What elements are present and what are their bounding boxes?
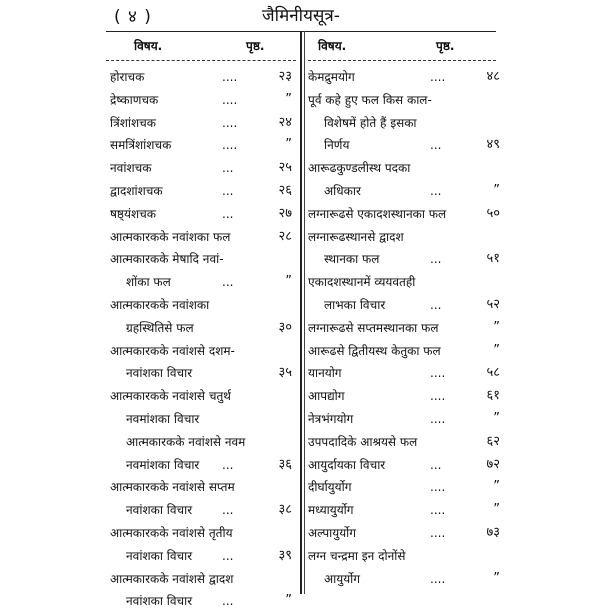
toc-entry-page [262,341,292,361]
toc-entry-text: एकादशस्थानमें व्ययवतही [308,275,416,290]
toc-entry-page [470,90,500,110]
toc-entry-page: ३६ [278,456,292,472]
toc-entry-page: २८ [278,228,292,244]
left-subject-heading: विषय. [134,39,163,53]
toc-entry-leader: .... [430,526,446,540]
toc-entry-text: आरूढकुण्डलीस्थ पदका [308,161,411,176]
toc-entry-leader: .... [222,70,238,84]
toc-entry-text: आत्मकारकके नवांशसे चतुर्थ [110,389,231,404]
toc-entry-page: ५८ [486,365,500,381]
toc-entry-text: पूर्व कहे हुए फल किस काल- [308,92,432,107]
toc-entry-text: केमद्रुमयोग [308,70,355,84]
toc-entry-leader: .... [430,503,446,518]
toc-entry-text: आत्मकारकके नवांशसे सप्तम [110,480,235,495]
toc-entry-page: ” [493,411,500,426]
book-title: जैमिनीयसूत्र- [262,6,340,26]
toc-entry-leader: ... [430,252,442,267]
toc-entry-page [262,295,292,315]
toc-entry-text: मध्यायुर्योग [308,503,354,518]
toc-entry-page [470,272,500,292]
toc-entry-leader: ... [430,298,442,312]
page-number: ( ४ ) [114,7,152,27]
toc-entry-leader: .... [222,138,238,153]
toc-entry-text: विशेषमें होते हैं इसका [324,115,417,130]
toc-entry-leader: ... [430,184,442,198]
toc-entry-text: नवांशका विचार [126,548,193,563]
toc-entry-text: षष्ठ्यंशचक [110,206,156,221]
toc-entry-page: ३५ [278,365,292,381]
toc-entry-page: २६ [278,183,292,198]
toc-entry-page: ” [285,274,292,290]
toc-entry-text: आत्मकारकके नवांशसे तृतीय [110,526,233,540]
right-page-heading: पृष्ठ. [436,39,455,53]
toc-entry-page: ३९ [278,547,292,563]
toc-entry-text: अधिकार [324,184,361,198]
toc-entry-page [262,386,292,406]
toc-entry-text: लग्नारूढसे एकादशस्थानका फल [308,206,447,221]
toc-entry-text: आरूढसे द्वितीयस्थ केतुका फल [308,343,441,358]
toc-entry-text: द्वादशांशचक [110,184,163,198]
toc-entry-leader: .... [430,366,446,381]
toc-entry-text: आत्मकारकके नवांशसे नवम [126,434,246,449]
toc-entry-page: ३० [278,319,292,335]
toc-entry-text: नेत्रभंगयोग [308,412,354,426]
page-header [96,0,506,30]
toc-entry-page [262,432,292,452]
toc-entry-page [262,409,292,429]
toc-entry-text: आत्मकारकके नवांशका [110,298,210,312]
toc-entry-page [470,113,500,133]
toc-entry-page: ” [285,593,292,609]
toc-entry-text: नवमांशका विचार [126,412,200,426]
toc-entry-text: लग्नारूढस्थानसे द्वादश [308,229,404,244]
toc-entry-leader: .... [430,571,446,586]
toc-entry-page: ६१ [486,388,500,404]
toc-entry-text: आत्मकारकके नवांशका फल [110,229,231,244]
toc-entry-page [262,569,292,589]
toc-entry-text: द्रेष्काणचक [110,92,159,107]
toc-entry-leader: .... [222,92,238,107]
toc-entry-text: आपद्योग [308,389,345,404]
toc-entry-page: ५० [486,205,500,221]
toc-entry-text: दीर्घायुर्योग [308,480,352,495]
toc-entry-leader: ... [222,161,234,176]
toc-entry-page: ३८ [278,502,292,518]
toc-entry-leader: ... [222,184,234,198]
toc-entry-text: होराचक [110,70,145,84]
toc-entry-text: लग्न चन्द्रमा इन दोनोंसे [308,548,406,563]
toc-entry-text: लाभका विचार [324,298,386,312]
toc-entry-page: ” [493,570,500,586]
toc-entry-text: आत्मकारकके नवांशसे द्वादश [110,571,234,586]
toc-entry-text: यानयोग [308,366,342,381]
toc-entry-text: आत्मकारकके नवांशसे दशम- [110,343,235,358]
toc-entry-page: ७३ [486,525,500,540]
column-divider-inner [304,31,305,594]
toc-entry-text: नवांशचक [110,161,152,176]
toc-entry-text: नवांशका विचार [126,594,193,609]
toc-entry-page: ” [493,342,500,358]
toc-entry-leader: ... [430,457,442,472]
toc-entry-text: नवांशका विचार [126,366,193,381]
toc-entry-leader: .... [430,480,446,495]
toc-entry-page: ४९ [486,137,500,153]
toc-entry-page: ” [285,137,292,153]
toc-entry-text: ग्रहस्थितिसे फल [126,320,194,335]
toc-entry-text: निर्णय [324,138,350,153]
toc-entry-page [262,523,292,543]
column-divider [300,31,302,594]
toc-entry-text: स्थानका फल [324,252,380,267]
toc-entry-page: २४ [278,114,292,130]
right-heading-rule [308,60,496,61]
toc-entry-text: अल्पायुर्योग [308,526,357,540]
toc-entry-leader: ... [222,457,234,472]
toc-entry-leader: .... [430,412,446,426]
toc-entry-text: समत्रिंशांशचक [110,138,172,153]
toc-entry-text: उपपदादिके आश्रयसे फल [308,434,418,449]
toc-entry-text: नवांशका विचार [126,503,193,518]
toc-entry-leader: ... [430,138,442,153]
toc-entry-page: ” [493,479,500,495]
toc-entry-page [470,227,500,247]
toc-entry-page: ” [493,319,500,335]
toc-entry-leader: .... [222,115,238,130]
toc-entry-text: आत्मकारकके मेषादि नवां- [110,252,224,267]
toc-entry-text: आयुर्योग [324,571,361,586]
toc-entry-page: ६२ [486,433,500,449]
toc-entry-page: २७ [278,205,292,221]
toc-entry-text: त्रिंशांशचक [110,115,156,130]
toc-entry-page: ५२ [486,297,500,312]
toc-entry-page: ५१ [486,251,500,267]
toc-entry-text: लग्नारूढसे सप्तमस्थानका फल [308,320,439,335]
toc-entry-page [262,249,292,269]
toc-entry-page: २३ [278,69,292,84]
toc-entry-page [262,477,292,497]
toc-entry-page: २५ [278,160,292,176]
toc-entry-page: ” [493,183,500,198]
toc-page [96,0,506,609]
toc-entry-leader: ... [222,548,234,563]
toc-entry-page: ७२ [486,456,500,472]
right-subject-heading: विषय. [318,39,347,53]
toc-entry-text: नवमांशका विचार [126,457,200,472]
toc-entry-leader: .... [430,389,446,404]
toc-entry-leader: ... [222,206,234,221]
toc-entry-leader: ... [222,503,234,518]
left-page-heading: पृष्ठ. [246,39,265,53]
toc-entry-leader: .... [430,70,446,84]
toc-entry-page: ” [285,91,292,107]
toc-entry-leader: ... [222,594,234,609]
toc-entry-page: ४८ [486,69,500,84]
toc-entry-text: शोंका फल [126,275,171,290]
toc-entry-leader: ... [222,275,234,290]
left-heading-rule [106,60,296,61]
toc-entry-text: आयुर्दायका विचार [308,457,386,472]
toc-entry-page: ” [493,502,500,518]
toc-entry-page [470,546,500,566]
toc-entry-page [470,158,500,178]
